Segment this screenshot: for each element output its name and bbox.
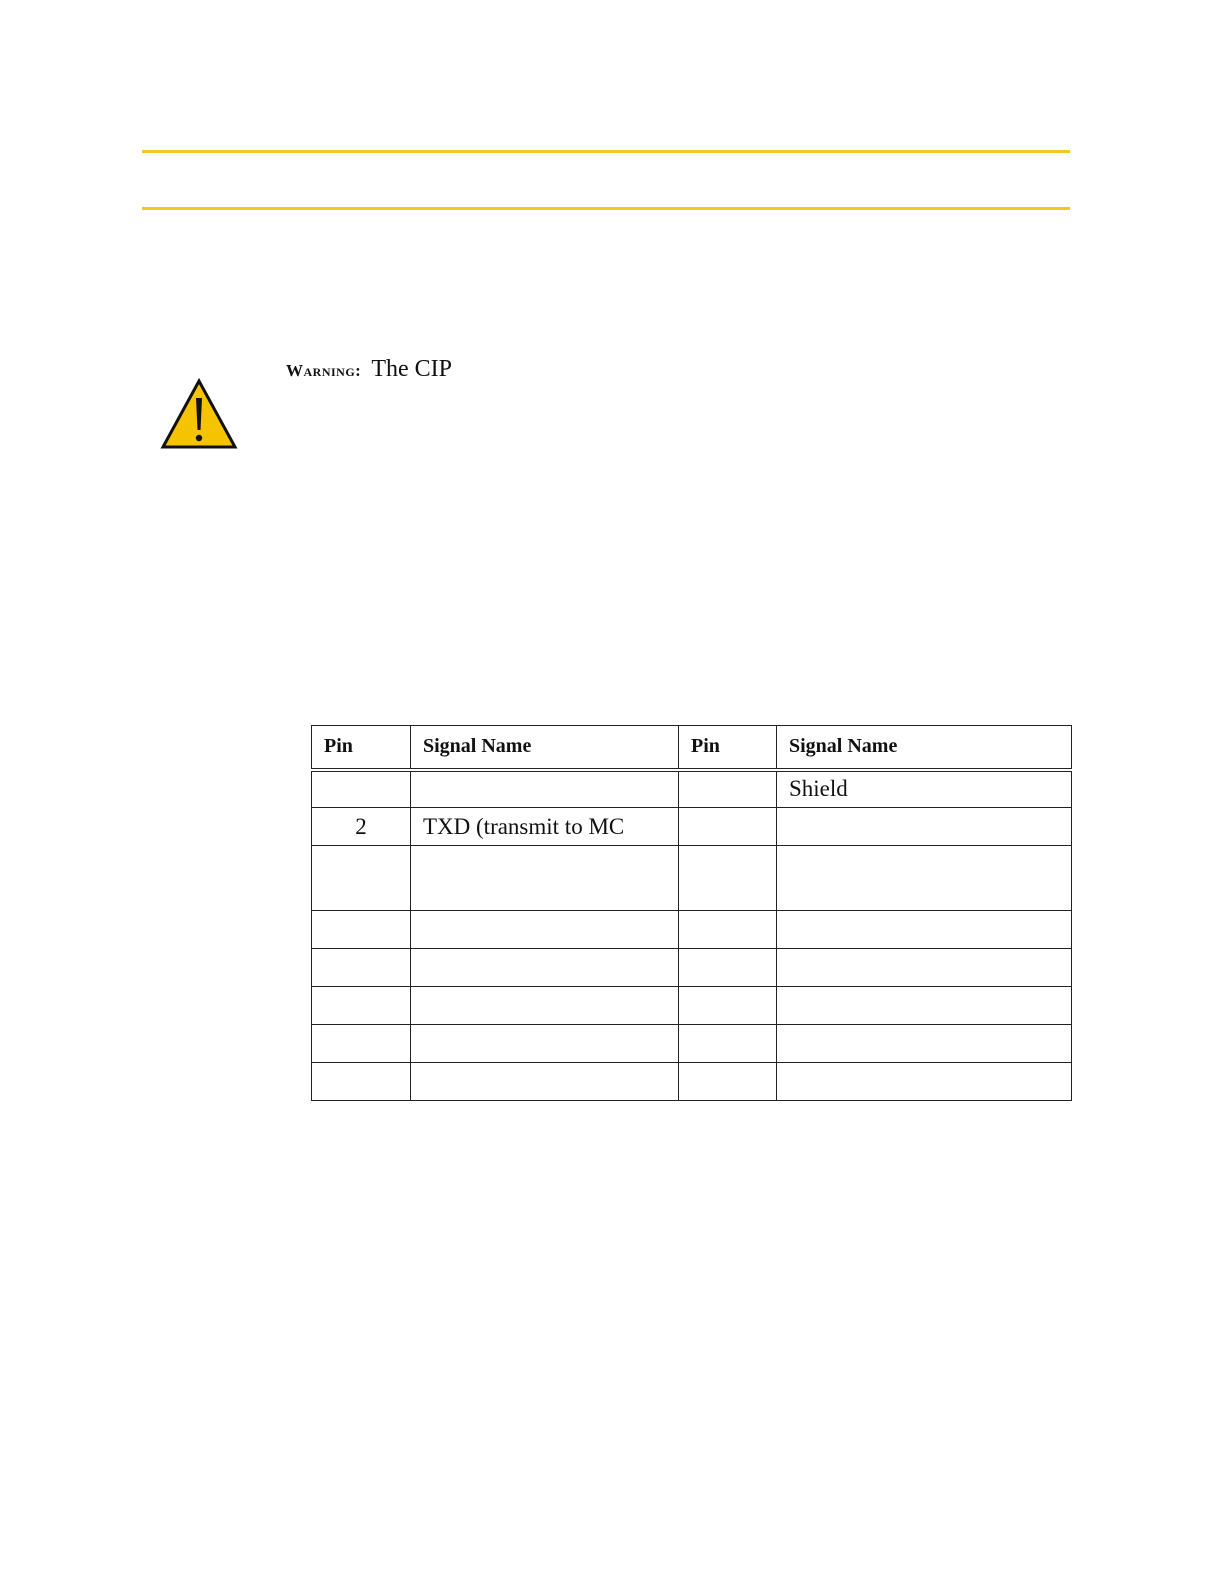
table-cell — [777, 1063, 1072, 1101]
table-cell — [411, 770, 679, 808]
table-row — [312, 1063, 1072, 1101]
warning-body: The CIP — [371, 356, 453, 382]
table-cell — [777, 987, 1072, 1025]
header-pin-right: Pin — [679, 726, 777, 770]
table-cell — [679, 808, 777, 846]
table-row — [312, 770, 1072, 808]
table-cell — [679, 770, 777, 808]
table-cell — [777, 846, 1072, 911]
table-row — [312, 846, 1072, 911]
table-row — [312, 949, 1072, 987]
header-pin-left: Pin — [312, 726, 411, 770]
table-cell — [679, 1063, 777, 1101]
table-cell — [411, 846, 679, 911]
table-cell — [411, 1025, 679, 1063]
warning-label: Warning: — [286, 361, 362, 380]
table-row — [312, 987, 1072, 1025]
table-cell — [679, 911, 777, 949]
table-cell: TXD (transmit to MC — [411, 808, 679, 846]
warning-triangle-icon — [160, 378, 238, 450]
table-cell — [312, 949, 411, 987]
table-row — [312, 808, 1072, 846]
table-cell — [312, 770, 411, 808]
table-cell — [777, 808, 1072, 846]
table-cell — [411, 911, 679, 949]
table-cell: 2 — [312, 808, 411, 846]
table-cell — [411, 987, 679, 1025]
header-rule-bottom — [142, 207, 1070, 210]
warning-note — [286, 356, 452, 383]
header-signal-name-left: Signal Name — [411, 726, 679, 770]
table-cell — [777, 949, 1072, 987]
table-cell — [777, 1025, 1072, 1063]
header-rule-top — [142, 150, 1070, 153]
table-cell — [679, 987, 777, 1025]
table-cell — [312, 846, 411, 911]
table-row — [312, 1025, 1072, 1063]
table-cell — [777, 911, 1072, 949]
pin-signal-table — [311, 725, 1072, 1101]
table-cell — [411, 1063, 679, 1101]
table-cell — [411, 949, 679, 987]
table-cell — [312, 1025, 411, 1063]
table-cell — [679, 949, 777, 987]
table-cell — [312, 987, 411, 1025]
table-cell — [312, 911, 411, 949]
table-cell — [312, 1063, 411, 1101]
table-cell — [679, 1025, 777, 1063]
table-header-row — [312, 726, 1072, 770]
header-signal-name-right: Signal Name — [777, 726, 1072, 770]
table-cell — [679, 846, 777, 911]
table-cell: Shield — [777, 770, 1072, 808]
table-row — [312, 911, 1072, 949]
